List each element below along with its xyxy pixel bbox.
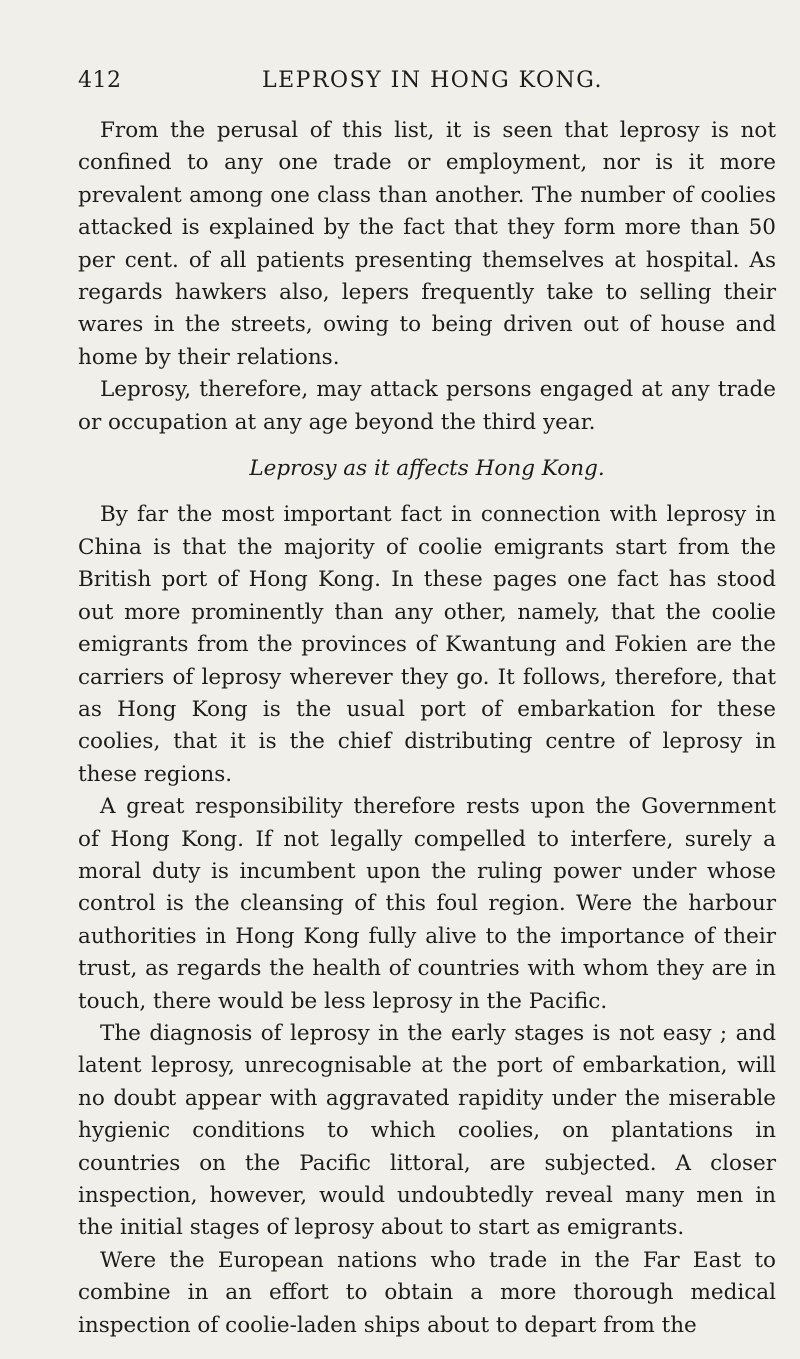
paragraph-2: Leprosy, therefore, may attack persons engaged at any trade or occupation at any age beyond the third year. [78,377,776,435]
body-text [78,115,776,1342]
paragraph-4: A great responsibility therefore rests upon the Government of Hong Kong. If not legally compelled to interfere, surely a moral duty is incumbent upon the ruling power under whose control is the cleansing of this foul region. Were the harbour authorities in Hong Kong fully alive to the importance of their trust, as regards the health of countries with whom they are in touch, there would be less leprosy in the Pacific. [78,794,776,1014]
running-head-title: LEPROSY IN HONG KONG. [262,68,604,93]
page-number: 412 [78,68,122,93]
paragraph-1: From the perusal of this list, it is seen that leprosy is not confined to any one trade or employment, nor is it more prevalent among one class than another. The number of coolies attacked is explained by the fact that they form more than 50 per cent. of all patients presenting themselves at hospital. As regards hawkers also, lepers frequently take to selling their wares in the streets, owing to being driven out of house and home by their relations. [78,118,776,370]
section-heading: Leprosy as it affects Hong Kong. [249,456,605,482]
paragraph-3: By far the most important fact in connection with leprosy in China is that the majority of coolie emigrants start from the British port of Hong Kong. In these pages one fact has stood out more prominently than any other, namely, that the coolie emigrants from the provinces of Kwantung and Fokien are the carriers of leprosy wherever they go. It follows, therefore, that as Hong Kong is the usual port of embarkation for these coolies, that it is the chief distributing centre of leprosy in these regions. [78,502,776,787]
running-head [78,68,778,98]
paragraph-5: The diagnosis of leprosy in the early stages is not easy ; and latent leprosy, unrecognisable at the port of embarkation, will no doubt appear with aggravated rapidity under the miserable hygienic conditions to which coolies, on plantations in countries on the Pacific littoral, are subjected. A closer inspection, however, would undoubtedly reveal many men in the initial stages of leprosy about to start as emigrants. [78,1020,776,1241]
paragraph-6: Were the European nations who trade in the Far East to combine in an effort to obtain a more thorough medical inspection of coolie-laden ships about to depart from the [78,1247,776,1338]
